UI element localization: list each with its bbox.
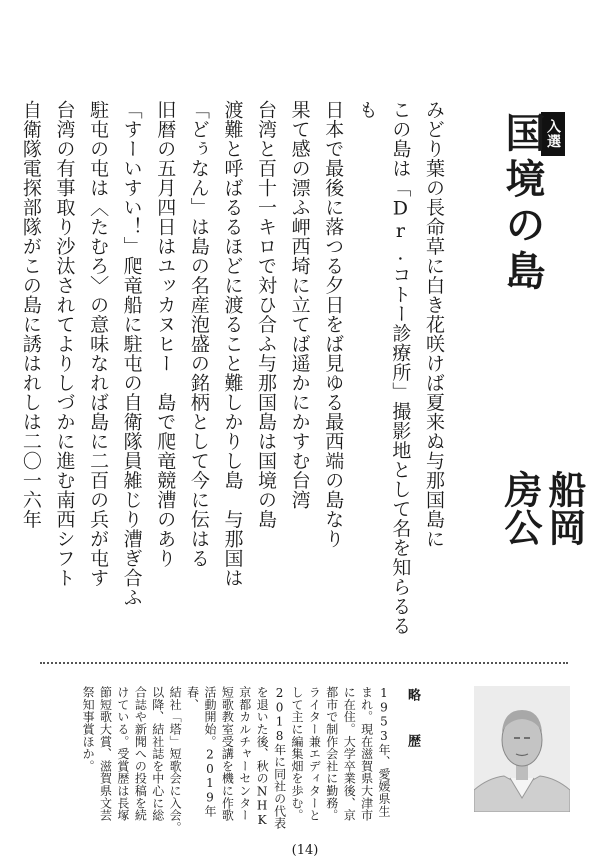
poem-title: 国境の島: [499, 112, 546, 296]
author-biography: [62, 686, 392, 836]
author-photo: [474, 686, 570, 812]
bio-line: 祭知事賞ほか。: [81, 686, 96, 773]
poem-line: 旧暦の五月四日はユッカヌヒー 島で爬竜競漕のあり: [154, 100, 177, 568]
poem-line: 果て感の漂ふ岬西埼に立てば遥かにかすむ台湾: [288, 100, 311, 510]
poem-line: 台湾の有事取り沙汰されてよりしづかに進む南西シフト: [53, 100, 76, 588]
bio-line: 活動開始。2019年春、: [185, 686, 217, 817]
bio-line: 短歌教室受講を機に作歌: [220, 686, 235, 822]
bio-line: を退いた後、秋のNHK: [255, 686, 270, 828]
poem-line: 「すーいすい！」爬竜船に駐屯の自衛隊員雑じり漕ぎ合ふ: [120, 100, 143, 607]
poem-body: [19, 100, 450, 640]
author-given: 房公: [498, 470, 543, 546]
author-surname: 船岡: [542, 470, 587, 546]
bio-line: して主に編集畑を歩む。: [289, 686, 304, 822]
poem-line: 日本で最後に落つる夕日をば見ゆる最西端の島なり: [322, 100, 345, 549]
bio-line: 節短歌大賞、滋賀県文芸: [98, 686, 113, 822]
profile-label: 略 歴: [405, 688, 420, 757]
poem-line: 「どぅなん」は島の名産泡盛の銘柄として今に伝はる: [187, 100, 210, 568]
poem-line: 台湾と百十一キロで対ひ合ふ与那国島は国境の島: [255, 100, 278, 529]
bio-line: 2018年に同社の代表: [272, 686, 287, 830]
bio-line: 以降、結社誌を中心に総: [150, 686, 165, 822]
bio-line: に在住。大学卒業後、京: [342, 686, 357, 822]
poem-line: この島は「Dr.コトー診療所」撮影地として名を知らるるも: [355, 100, 412, 636]
bio-line: 都市で制作会社に勤務。: [324, 686, 339, 822]
bio-line: 合誌や新聞への投稿を続: [133, 686, 148, 822]
bio-line: まれ。現在滋賀県大津市: [359, 686, 374, 822]
author-name: [498, 470, 586, 650]
poem-line: 駐屯の屯は〈たむろ〉の意味なれば島に二百の兵が屯す: [87, 100, 110, 588]
poem-line: みどり葉の長命草に白き花咲けば夏来ぬ与那国島に: [423, 100, 445, 549]
bio-line: 1953年、愛媛県生: [377, 686, 391, 817]
bio-line: 京都カルチャーセンター: [237, 686, 252, 822]
section-divider: [40, 662, 568, 664]
bio-line: 結社「塔」短歌会に入会。: [168, 686, 183, 834]
poem-line: 渡難と呼ばるるほどに渡ること難しかりし島 与那国は: [221, 100, 244, 588]
poem-line: 自衛隊電探部隊がこの島に誘はれしは二〇一六年: [19, 100, 42, 529]
bio-line: けている。受賞歴は長塚: [115, 686, 130, 822]
award-badge: 入選: [541, 112, 565, 156]
page-number: (14): [291, 843, 319, 858]
portrait-icon: [474, 686, 570, 812]
bio-line: ライター兼エディターと: [307, 686, 322, 822]
